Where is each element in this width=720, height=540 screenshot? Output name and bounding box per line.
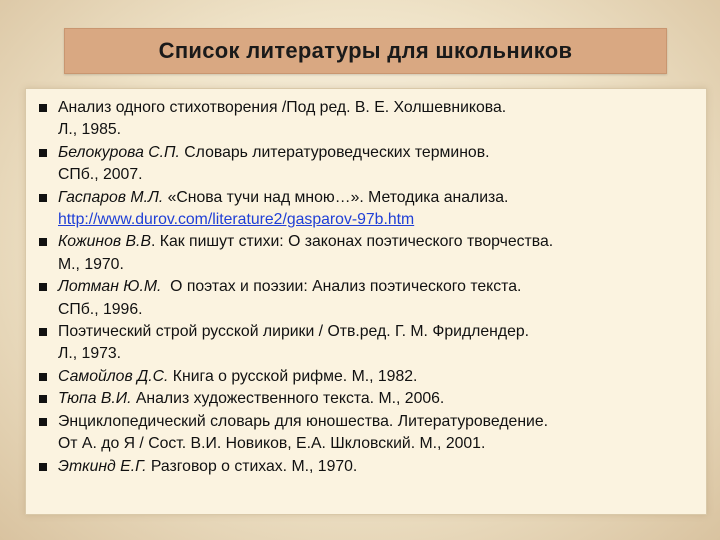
reference-publication: СПб., 2007. <box>58 166 143 184</box>
reference-text: «Снова тучи над мною…». Методика анализа. <box>163 188 509 206</box>
reference-text: . Как пишут стихи: О законах поэтического творчества. <box>150 233 554 251</box>
slide-title: Список литературы для школьников <box>158 38 573 63</box>
reference-author: Лотман Ю.М. <box>58 278 162 296</box>
reference-list-panel <box>25 88 707 515</box>
reference-item <box>38 388 706 410</box>
reference-item <box>38 231 706 276</box>
square-bullet-icon <box>39 194 47 202</box>
square-bullet-icon <box>39 463 47 471</box>
reference-item <box>38 97 706 142</box>
reference-text: Анализ художественного текста. М., 2006. <box>131 390 445 408</box>
reference-publication: От А. до Я / Сост. В.И. Новиков, Е.А. Шкловский. М., 2001. <box>58 435 486 453</box>
square-bullet-icon <box>39 283 47 291</box>
square-bullet-icon <box>39 395 47 403</box>
slide-title-box <box>64 28 667 74</box>
reference-item <box>38 321 706 366</box>
reference-item <box>38 187 706 232</box>
reference-author: Самойлов Д.С. <box>58 367 169 385</box>
reference-text: Словарь литературоведческих терминов. <box>179 143 490 161</box>
reference-text: Поэтический строй русской лирики / Отв.ред. Г. М. Фридлендер. <box>58 323 530 341</box>
reference-item <box>38 276 706 321</box>
reference-author: Белокурова С.П. <box>58 143 180 161</box>
reference-publication: Л., 1973. <box>58 345 122 363</box>
reference-item <box>38 142 706 187</box>
reference-publication: М., 1970. <box>58 255 124 273</box>
square-bullet-icon <box>39 373 47 381</box>
reference-text: Книга о русской рифме. М., 1982. <box>168 367 418 385</box>
reference-publication: Л., 1985. <box>58 121 122 139</box>
reference-author: Кожинов В.В <box>58 233 151 251</box>
reference-text: Энциклопедический словарь для юношества. Литературоведение. <box>58 412 549 430</box>
reference-list <box>26 89 706 478</box>
reference-link[interactable]: http://www.durov.com/literature2/gasparov-97b.htm <box>58 211 415 229</box>
square-bullet-icon <box>39 418 47 426</box>
square-bullet-icon <box>39 104 47 112</box>
square-bullet-icon <box>39 328 47 336</box>
reference-item <box>38 411 706 456</box>
reference-text: О поэтах и поэзии: Анализ поэтического текста. <box>161 278 522 296</box>
square-bullet-icon <box>39 149 47 157</box>
reference-author: Гаспаров М.Л. <box>58 188 164 206</box>
reference-author: Тюпа В.И. <box>58 390 132 408</box>
reference-publication: СПб., 1996. <box>58 300 143 318</box>
reference-author: Эткинд Е.Г. <box>58 457 147 475</box>
reference-item <box>38 366 706 388</box>
reference-text: Разговор о стихах. М., 1970. <box>146 457 358 475</box>
reference-text: Анализ одного стихотворения /Под ред. В. Е. Холшевникова. <box>58 99 507 116</box>
reference-item <box>38 456 706 478</box>
square-bullet-icon <box>39 238 47 246</box>
